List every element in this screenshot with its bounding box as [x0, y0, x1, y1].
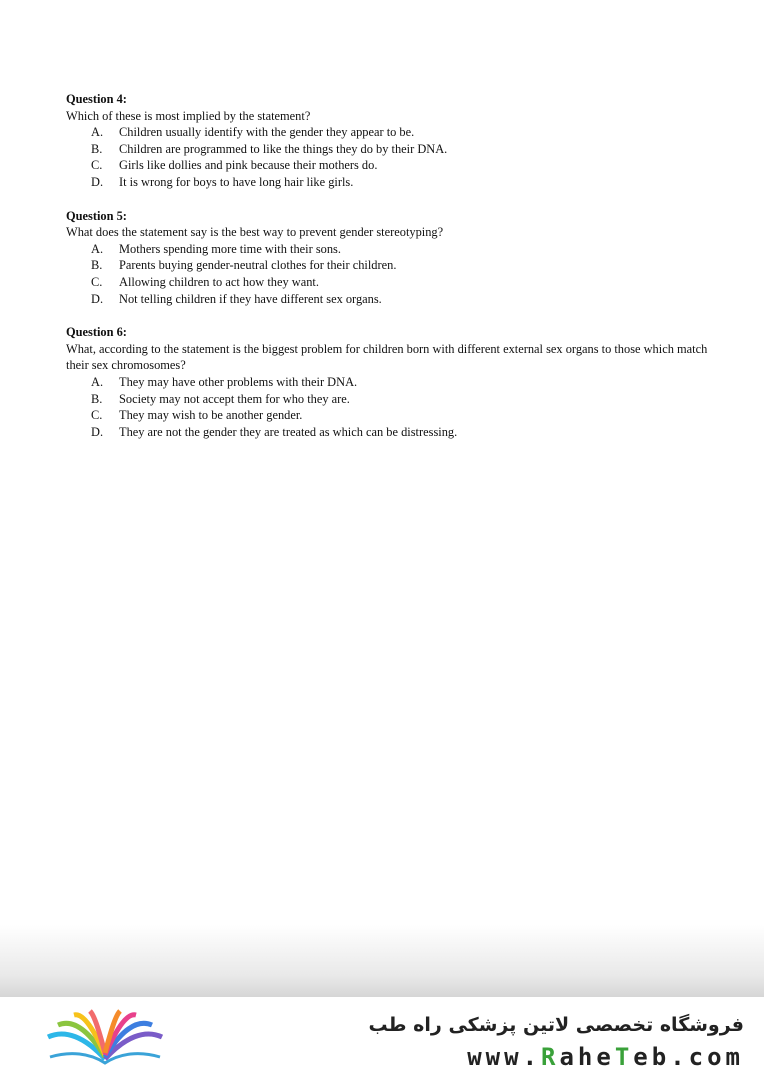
option-a — [66, 374, 716, 391]
option-a — [66, 241, 716, 258]
option-text: It is wrong for boys to have long hair like girls. — [119, 174, 354, 189]
option-letter: C. — [91, 158, 103, 173]
option-letter: A. — [91, 374, 104, 389]
website-letter-r: R — [541, 1043, 560, 1071]
option-text: Not telling children if they have different sex organs. — [119, 291, 382, 306]
option-letter: D. — [91, 424, 104, 439]
option-text: They may have other problems with their DNA. — [119, 374, 358, 389]
option-c — [66, 274, 716, 291]
option-text: Parents buying gender-neutral clothes for their children. — [119, 258, 397, 273]
option-text: Children usually identify with the gender they appear to be. — [119, 125, 415, 140]
option-text: They may wish to be another gender. — [119, 408, 303, 423]
option-letter: D. — [91, 291, 104, 306]
option-text: Girls like dollies and pink because their mothers do. — [119, 158, 378, 173]
option-letter: B. — [91, 391, 103, 406]
option-text: Society may not accept them for who they are. — [119, 391, 350, 406]
website-prefix: www. — [467, 1043, 542, 1071]
footer-banner — [0, 997, 764, 1080]
option-letter: C. — [91, 274, 103, 289]
question-title: Question 4: — [66, 92, 127, 106]
option-text: Mothers spending more time with their sons. — [119, 241, 341, 256]
option-b — [66, 141, 716, 158]
question-5 — [66, 208, 716, 308]
option-text: Children are programmed to like the things they do by their DNA. — [119, 141, 448, 156]
option-b — [66, 391, 716, 408]
option-letter: B. — [91, 141, 103, 156]
option-d — [66, 424, 716, 441]
options-list — [66, 374, 716, 440]
shop-name: فروشگاه تخصصی لاتین پزشکی راه طب — [368, 1014, 744, 1036]
option-text: They are not the gender they are treated as which can be distressing. — [119, 424, 458, 439]
question-6 — [66, 324, 716, 440]
question-text: What does the statement say is the best way to prevent gender stereotyping? — [66, 225, 444, 240]
options-list — [66, 241, 716, 307]
website-suffix: eb.com — [633, 1043, 744, 1071]
website-letter-t: T — [614, 1043, 634, 1071]
option-letter: D. — [91, 174, 104, 189]
option-text: Allowing children to act how they want. — [119, 274, 319, 289]
option-d — [66, 291, 716, 308]
option-b — [66, 257, 716, 274]
website-url — [467, 1043, 744, 1071]
option-a — [66, 124, 716, 141]
option-c — [66, 157, 716, 174]
option-letter: B. — [91, 258, 103, 273]
document-body — [66, 91, 716, 457]
question-text: What, according to the statement is the biggest problem for children born with different external sex organs to those which match their sex chromosomes? — [66, 341, 708, 373]
option-letter: C. — [91, 408, 103, 423]
option-letter: A. — [91, 125, 104, 140]
question-4 — [66, 91, 716, 191]
option-letter: A. — [91, 241, 104, 256]
question-title: Question 6: — [66, 325, 127, 340]
option-d — [66, 174, 716, 191]
footer-shadow — [0, 925, 764, 997]
option-c — [66, 407, 716, 424]
website-mid: ahe — [559, 1043, 615, 1071]
question-text: Which of these is most implied by the statement? — [66, 108, 311, 123]
question-title: Question 5: — [66, 208, 127, 223]
options-list — [66, 124, 716, 190]
open-book-logo-icon — [40, 1007, 170, 1067]
